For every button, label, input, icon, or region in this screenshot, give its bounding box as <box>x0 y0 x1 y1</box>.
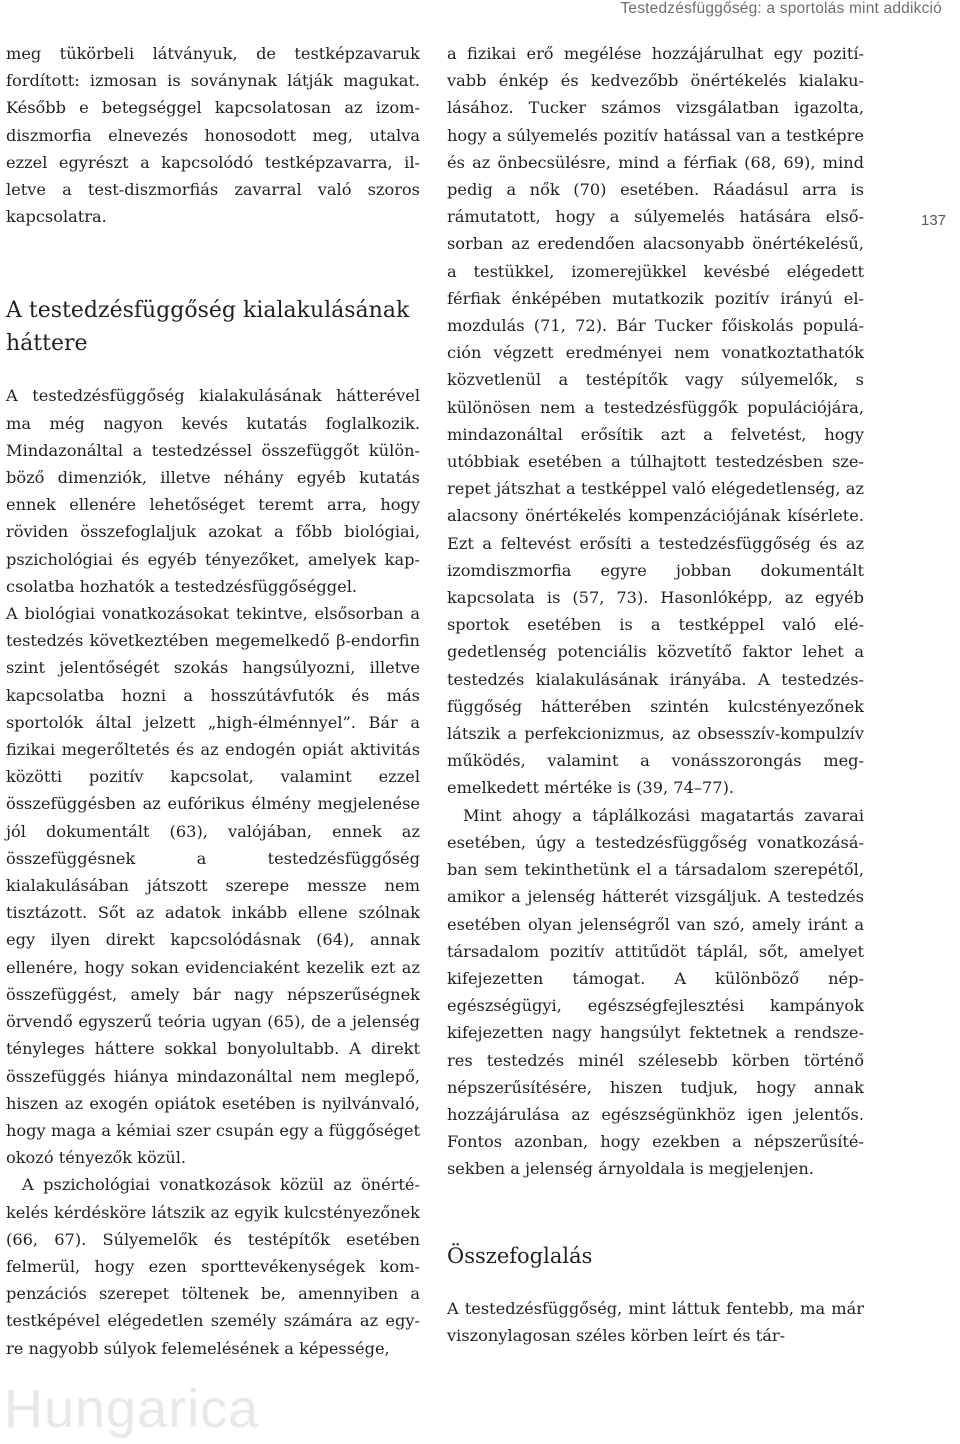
section-heading-summary: Összefoglalás <box>447 1243 593 1268</box>
right-column <box>447 40 864 1349</box>
paragraph: A biológiai vonatkozásokat tekintve, elsősorban a testedzés következtében megemelkedő β-endorfin szint jelentőségét szokás hangsúlyozni, illetve kapcsolatba hozni a hosszútávfutók és más sportolók által jelzett „high-élménnyel”. Bár a fizikai megerőltetés és az endogén opiát aktivitás közötti pozitív kapcsolat, valamint ezzel összefüggésben az eufórikus élmény megjelenése jól dokumentált (63), valójában, ennek az összefüggésnek a testedzésfüggőség kialakulásában játszott szerepe messze nem tisztázott. Sőt az adatok inkább ellene szólnak egy ilyen direkt kapcsolódásnak (64), annak ellenére, hogy sokan evidenciaként kezelik ezt az összefüggést, amely bár nagy népszerűségnek örvendő egyszerű teória ugyan (65), de a jelenség tényleges háttere sokkal bonyolultabb. A direkt összefüggés hiánya mindazonáltal nem meglepő, hiszen az exogén opiátok esetében is nyilvánvaló, hogy maga a kémiai szer csupán egy a függőséget okozó tényezők közül. <box>6 604 420 1168</box>
section-heading-background: A testedzésfüggőség kialakulásának háttere <box>6 298 410 357</box>
left-column <box>6 40 420 1362</box>
running-head: Testedzésfüggőség: a sportolás mint addikció <box>620 0 942 17</box>
page-number: 137 <box>921 212 947 229</box>
journal-watermark: Hungarica <box>4 1379 260 1439</box>
paragraph: meg tükörbeli látványuk, de testképzavaruk fordított: izmosan is soványnak látják magukat. Később e betegséggel kapcsolatosan az izomdiszmorfia elnevezés honosodott meg, utalva ezzel egyrészt a kapcsolódó testképzavarra, illetve a test-diszmorfiás zavarral való szoros kapcsolatra. <box>6 44 420 227</box>
paragraph: a fizikai erő megélése hozzájárulhat egy pozitívabb énkép és kedvezőbb önértékelés kialakulásához. Tucker számos vizsgálatban igazolta, hogy a súlyemelés pozitív hatással van a testképre és az önbecsülésre, mind a férfiak (68, 69), mind pedig a nők (70) esetében. Ráadásul arra is rámutatott, hogy a súlyemelés hatására elsősorban az eredendően alacsonyabb önértékelésű, a testükkel, izomerejükkel kevésbé elégedett férfiak énképében mutatkozik pozitív irányú elmozdulás (71, 72). Bár Tucker főiskolás populáción végzett eredményei nem vonatkoztathatók közvetlenül a testépítők vagy súlyemelők, s különösen nem a testedzésfüggők populációjára, mindazonáltal erősítik azt a felvetést, hogy utóbbiak esetében a túlhajtott testedzésben szerepet játszhat a testképpel való elégedetlenség, az alacsony önértékelés kompenzációjának kísérlete. Ezt a feltevést erősíti a testedzésfüggőség és az izomdiszmorfia egyre jobban dokumentált kapcsolata is (57, 73). Hasonlóképp, az egyéb sportok esetében is a testképpel való elégedetlenség potenciális közvetítő faktor lehet a testedzés kialakulásának irányába. A testedzésfüggőség hátterében szintén kulcstényezőnek látszik a perfekcionizmus, az obsesszív-kompulzív működés, valamint a vonásszorongás megemelkedett mértéke is (39, 74–77). <box>447 44 864 798</box>
paragraph: A testedzésfüggőség kialakulásának hátterével ma még nagyon kevés kutatás foglalkozik. Mindazonáltal a testedzéssel összefüggőt különböző dimenziók, illetve néhány egyéb kutatás ennek ellenére lehetőséget teremt arra, hogy röviden összefoglaljuk azokat a főbb biológiai, pszichológiai és egyéb tényezőket, amelyek kapcsolatba hozhatók a testedzésfüggőséggel. <box>6 386 420 596</box>
paragraph: Mint ahogy a táplálkozási magatartás zavarai esetében, úgy a testedzésfüggőség vonatkozásában sem tekinthetünk el a társadalom szerepétől, amikor a jelenség hátterét vizsgáljuk. A testedzés esetében olyan jelenségről van szó, amely iránt a társadalom pozitív attitűdöt táplál, sőt, amelyet kifejezetten támogat. A különböző népegészségügyi, egészségfejlesztési kampányok kifejezetten nagy hangsúlyt fektetnek a rendszeres testedzés minél szélesebb körben történő népszerűsítésére, hiszen tudjuk, hogy annak hozzájárulása az egészségünkhöz igen jelentős. Fontos azonban, hogy ezekben a népszerűsítésekben a jelenség árnyoldala is megjelenjen. <box>447 805 864 1179</box>
paragraph: A pszichológiai vonatkozások közül az önértékelés kérdésköre látszik az egyik kulcstényezőnek (66, 67). Súlyemelők és testépítők esetében felmerül, hogy ezen sporttevékenységek kompenzációs szerepet töltenek be, amennyiben a testképével elégedetlen személy számára az egyre nagyobb súlyok felemelésének a képessége, <box>6 1175 420 1358</box>
paragraph: A testedzésfüggőség, mint láttuk fentebb, ma már viszonylagosan széles körben leírt és tár- <box>447 1298 864 1345</box>
